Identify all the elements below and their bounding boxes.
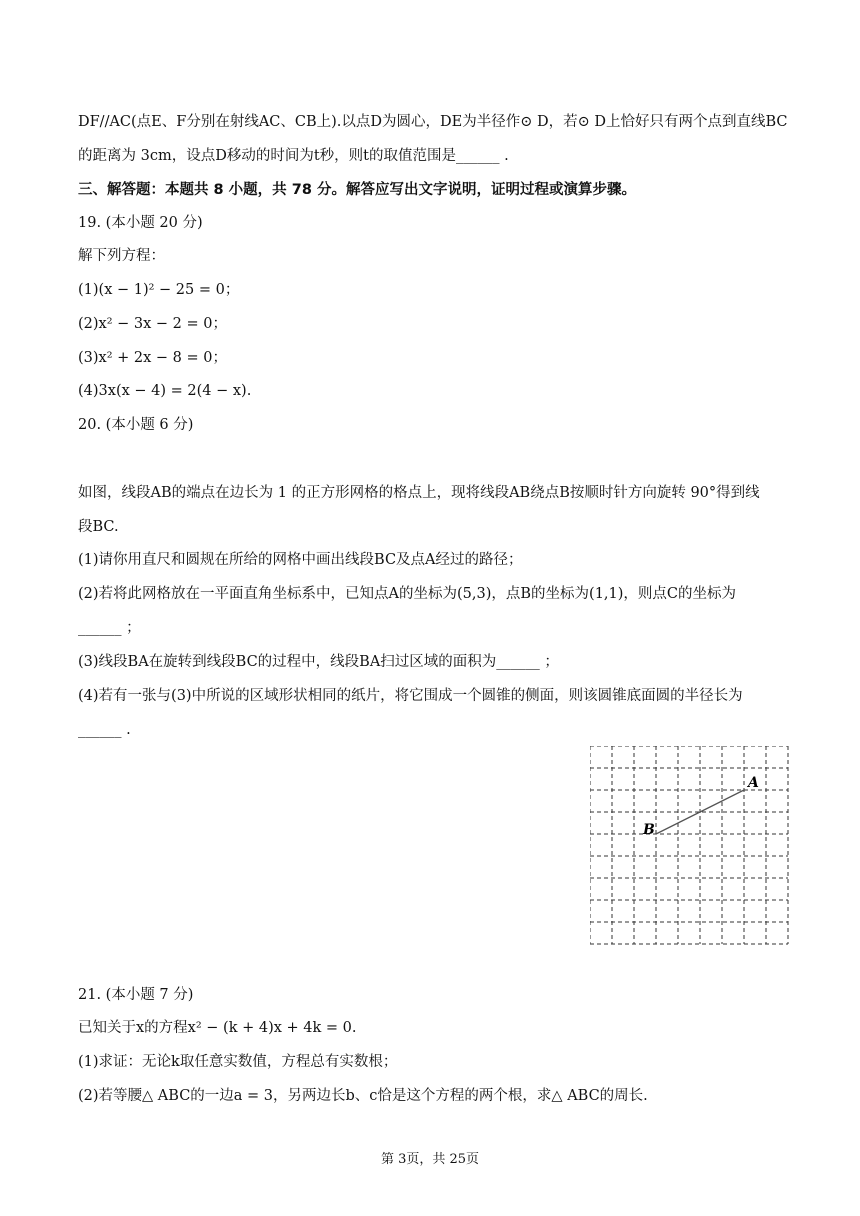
section-heading: 三、解答题：本题共 8 小题，共 78 分。解答应写出文字说明，证明过程或演算步骤。 — [78, 182, 636, 198]
equation-line: (2)x² − 3x − 2 = 0； — [78, 316, 227, 332]
problem-header: 20. (本小题 6 分) — [78, 417, 194, 433]
equation-line: (4)3x(x − 4) = 2(4 − x). — [78, 383, 252, 399]
text-line: (2)若等腰△ ABC的一边a = 3，另两边长b、c恰是这个方程的两个根，求△ ABC的周长. — [78, 1088, 648, 1104]
text-line: (3)线段BA在旋转到线段BC的过程中，线段BA扫过区域的面积为______ ； — [78, 654, 559, 670]
text-line: 如图，线段AB的端点在边长为 1 的正方形网格的格点上，现将线段AB绕点B按顺时针方向旋转 90°得到线 — [78, 485, 760, 501]
problem-header: 19. (本小题 20 分) — [78, 215, 203, 231]
grid-figure — [590, 746, 790, 948]
equation-line: (1)(x − 1)² − 25 = 0； — [78, 282, 240, 298]
text-line: 段BC. — [78, 519, 119, 535]
problem-header: 21. (本小题 7 分) — [78, 987, 194, 1003]
text-line: 的距离为 3cm，设点D移动的时间为t秒，则t的取值范围是______ . — [78, 148, 509, 164]
text-line: (1)请你用直尺和圆规在所给的网格中画出线段BC及点A经过的路径； — [78, 552, 523, 568]
label-a: A — [748, 775, 759, 791]
text-line: (2)若将此网格放在一平面直角坐标系中，已知点A的坐标为(5,3)，点B的坐标为(1,1)，则点C的坐标为 — [78, 586, 737, 602]
text-line: DF//AC(点E、F分别在射线AC、CB上).以点D为圆心，DE为半径作⊙ D，若⊙ D上恰好只有两个点到直线BC — [78, 114, 788, 130]
equation-line: 已知关于x的方程x² − (k + 4)x + 4k = 0. — [78, 1020, 357, 1036]
answer-blank: ______ . — [78, 722, 131, 738]
text-line: (1)求证：无论k取任意实数值，方程总有实数根； — [78, 1054, 398, 1070]
label-b: B — [643, 822, 655, 838]
answer-blank: ______ ； — [78, 620, 141, 636]
text-line: (4)若有一张与(3)中所说的区域形状相同的纸片，将它围成一个圆锥的侧面，则该圆锥底面圆的半径长为 — [78, 688, 743, 704]
equation-line: (3)x² + 2x − 8 = 0； — [78, 350, 227, 366]
text-line: 解下列方程： — [78, 248, 165, 264]
page-footer: 第 3页，共 25页 — [380, 1152, 480, 1167]
